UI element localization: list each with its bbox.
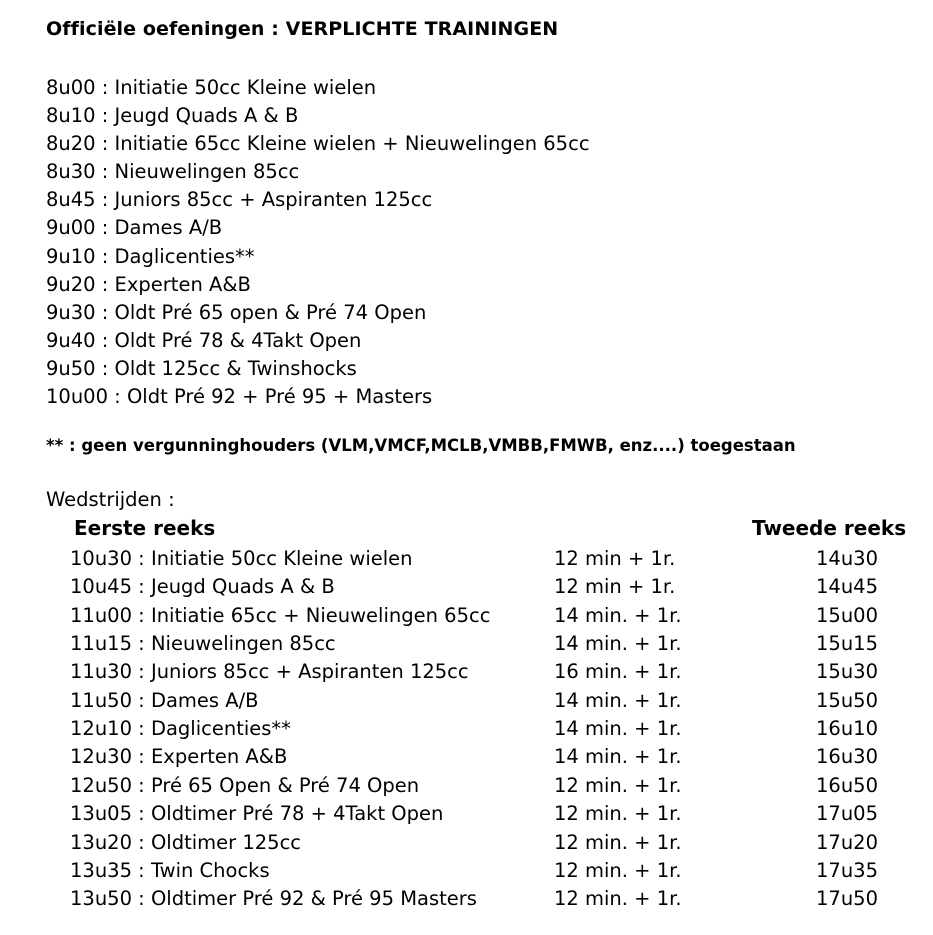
- training-item: 8u20 : Initiatie 65cc Kleine wielen + Nieuwelingen 65cc: [46, 132, 590, 156]
- race-first-series: 13u20 : Oldtimer 125cc: [70, 830, 302, 854]
- race-first-series: 13u35 : Twin Chocks: [70, 858, 270, 882]
- race-second-series: 15u15: [816, 632, 878, 656]
- race-duration: 12 min + 1r.: [554, 575, 676, 599]
- training-item: 8u45 : Juniors 85cc + Aspiranten 125cc: [46, 188, 433, 212]
- race-duration: 14 min. + 1r.: [554, 603, 682, 627]
- races-header-second: Tweede reeks: [752, 516, 907, 540]
- race-row: [0, 800, 933, 828]
- race-first-series: 11u30 : Juniors 85cc + Aspiranten 125cc: [70, 660, 469, 684]
- race-first-series: 10u30 : Initiatie 50cc Kleine wielen: [70, 547, 413, 570]
- races-header-first: Eerste reeks: [74, 516, 216, 540]
- race-second-series: 17u50: [816, 887, 878, 911]
- race-row: [0, 630, 933, 658]
- race-duration: 12 min. + 1r.: [554, 830, 682, 854]
- race-duration: 14 min. + 1r.: [554, 745, 682, 769]
- race-first-series: 11u00 : Initiatie 65cc + Nieuwelingen 65cc: [70, 603, 491, 627]
- race-first-series: 12u30 : Experten A&B: [70, 745, 288, 769]
- race-row: [0, 715, 933, 743]
- race-first-series: 13u05 : Oldtimer Pré 78 + 4Takt Open: [70, 802, 444, 826]
- race-duration: 16 min. + 1r.: [554, 660, 682, 684]
- page-title: Officiële oefeningen : VERPLICHTE TRAININGEN: [46, 18, 559, 40]
- training-item: 9u40 : Oldt Pré 78 & 4Takt Open: [46, 328, 362, 352]
- race-row: [0, 743, 933, 771]
- race-second-series: 14u45: [816, 575, 878, 599]
- training-item: 9u20 : Experten A&B: [46, 272, 251, 296]
- training-item: 8u00 : Initiatie 50cc Kleine wielen: [46, 76, 377, 99]
- training-item: 8u30 : Nieuwelingen 85cc: [46, 160, 300, 184]
- race-first-series: 13u50 : Oldtimer Pré 92 & Pré 95 Masters: [70, 887, 477, 911]
- race-second-series: 17u35: [816, 858, 878, 882]
- race-second-series: 15u00: [816, 603, 878, 627]
- race-row: [0, 658, 933, 686]
- footnote: ** : geen vergunninghouders (VLM,VMCF,MCLB,VMBB,FMWB, enz....) toegestaan: [46, 436, 796, 455]
- race-second-series: 16u10: [816, 717, 878, 741]
- training-item: 9u00 : Dames A/B: [46, 216, 223, 240]
- training-item: 8u10 : Jeugd Quads A & B: [46, 104, 299, 128]
- race-second-series: 14u30: [816, 547, 878, 570]
- race-second-series: 17u20: [816, 830, 878, 854]
- race-row: [0, 687, 933, 715]
- race-second-series: 15u30: [816, 660, 878, 684]
- race-duration: 12 min. + 1r.: [554, 773, 682, 797]
- race-duration: 12 min. + 1r.: [554, 887, 682, 911]
- race-duration: 14 min. + 1r.: [554, 688, 682, 712]
- race-duration: 14 min. + 1r.: [554, 632, 682, 656]
- race-first-series: 12u10 : Daglicenties**: [70, 717, 291, 741]
- race-row: [0, 772, 933, 800]
- training-item: 9u30 : Oldt Pré 65 open & Pré 74 Open: [46, 300, 427, 324]
- race-first-series: 11u50 : Dames A/B: [70, 688, 259, 712]
- race-first-series: 10u45 : Jeugd Quads A & B: [70, 575, 335, 599]
- training-item: 9u50 : Oldt 125cc & Twinshocks: [46, 356, 357, 380]
- race-row: [0, 857, 933, 885]
- race-row: [0, 573, 933, 601]
- race-second-series: 16u30: [816, 745, 878, 769]
- race-first-series: 11u15 : Nieuwelingen 85cc: [70, 632, 336, 656]
- race-duration: 12 min. + 1r.: [554, 858, 682, 882]
- race-duration: 12 min + 1r.: [554, 547, 676, 570]
- race-row: [0, 545, 933, 573]
- race-duration: 12 min. + 1r.: [554, 802, 682, 826]
- race-row: [0, 885, 933, 913]
- race-second-series: 17u05: [816, 802, 878, 826]
- race-row: [0, 602, 933, 630]
- training-item: 10u00 : Oldt Pré 92 + Pré 95 + Masters: [46, 385, 433, 409]
- training-item: 9u10 : Daglicenties**: [46, 244, 255, 268]
- race-duration: 14 min. + 1r.: [554, 717, 682, 741]
- race-second-series: 15u50: [816, 688, 878, 712]
- races-label: Wedstrijden :: [46, 488, 175, 511]
- race-row: [0, 829, 933, 857]
- training-list: [46, 74, 590, 411]
- race-second-series: 16u50: [816, 773, 878, 797]
- race-first-series: 12u50 : Pré 65 Open & Pré 74 Open: [70, 773, 420, 797]
